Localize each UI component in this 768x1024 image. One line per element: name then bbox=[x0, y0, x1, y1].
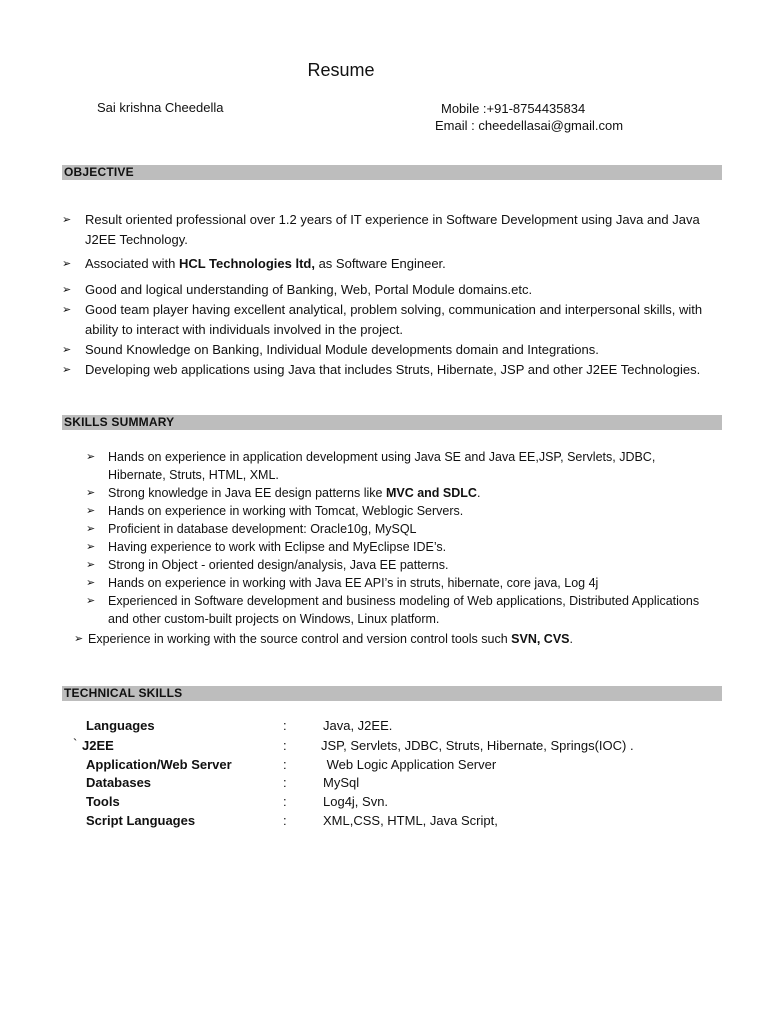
tech-label: Application/Web Server bbox=[86, 757, 232, 772]
bullet-arrow-icon: ➢ bbox=[62, 363, 72, 376]
list-item bbox=[86, 484, 716, 502]
bullet-arrow-icon: ➢ bbox=[86, 522, 96, 535]
bullet-arrow-icon: ➢ bbox=[62, 303, 72, 316]
bullet-arrow-icon: ➢ bbox=[62, 213, 72, 226]
tech-row-scripts bbox=[62, 813, 722, 832]
contact-block bbox=[435, 100, 623, 134]
skill-text: Experienced in Software development and business modeling of Web applications, Distributed Applications and other custom-built projects on Windows, Linux platform. bbox=[108, 594, 700, 626]
bullet-arrow-icon: ➢ bbox=[86, 486, 96, 499]
bullet-arrow-icon: ➢ bbox=[86, 540, 96, 553]
stray-tick-mark: ` bbox=[73, 736, 78, 751]
tech-value: Log4j, Svn. bbox=[323, 794, 389, 809]
list-item bbox=[86, 448, 716, 484]
tech-label: Tools bbox=[86, 794, 120, 809]
tech-row-databases bbox=[62, 775, 722, 794]
bullet-arrow-icon: ➢ bbox=[86, 504, 96, 517]
objective-text: Good and logical understanding of Banking, Web, Portal Module domains.etc. bbox=[85, 282, 533, 297]
list-item bbox=[62, 340, 722, 360]
skill-text: Hands on experience in application development using Java SE and Java EE,JSP, Servlets, JDBC, Hibernate, Struts, HTML, XML. bbox=[108, 450, 656, 482]
list-item bbox=[86, 574, 716, 592]
email-address: Email : cheedellasai@gmail.com bbox=[435, 118, 624, 133]
tech-row-server bbox=[62, 757, 722, 776]
skill-emphasis: MVC and SDLC bbox=[385, 486, 477, 500]
bullet-arrow-icon: ➢ bbox=[86, 576, 96, 589]
objective-text: Sound Knowledge on Banking, Individual Module developments domain and Integrations. bbox=[85, 342, 599, 357]
skills-list bbox=[74, 448, 716, 648]
tech-value: Web Logic Application Server bbox=[323, 757, 497, 772]
skill-text: Hands on experience in working with Tomcat, Weblogic Servers. bbox=[108, 504, 464, 518]
candidate-name: Sai krishna Cheedella bbox=[97, 100, 224, 115]
bullet-arrow-icon: ➢ bbox=[74, 632, 84, 645]
bullet-arrow-icon: ➢ bbox=[62, 257, 72, 270]
tech-label: Databases bbox=[86, 775, 152, 790]
page-title: Resume bbox=[307, 60, 375, 80]
tech-value: XML,CSS, HTML, Java Script, bbox=[323, 813, 498, 828]
technical-skills-heading: TECHNICAL SKILLS bbox=[62, 686, 722, 701]
bullet-arrow-icon: ➢ bbox=[86, 594, 96, 607]
tech-value: JSP, Servlets, JDBC, Struts, Hibernate, Springs(IOC) . bbox=[321, 738, 634, 753]
skill-text: Hands on experience in working with Java EE API’s in struts, hibernate, core java, Log 4j bbox=[108, 576, 599, 590]
tech-row-j2ee bbox=[62, 738, 722, 757]
skill-text: Strong knowledge in Java EE design patterns like bbox=[108, 486, 386, 500]
skill-emphasis: SVN, CVS bbox=[511, 632, 570, 646]
list-item bbox=[62, 254, 722, 274]
tech-label: J2EE bbox=[82, 738, 114, 753]
list-item bbox=[86, 502, 716, 520]
list-item bbox=[62, 300, 722, 340]
list-item bbox=[74, 630, 716, 648]
objective-text: Associated with bbox=[85, 256, 179, 271]
tech-value: MySql bbox=[323, 775, 360, 790]
objective-heading: OBJECTIVE bbox=[62, 165, 722, 180]
skill-text: Proficient in database development: Oracle10g, MySQL bbox=[108, 522, 417, 536]
objective-text: Result oriented professional over 1.2 years of IT experience in Software Development using Java and Java J2EE Technology. bbox=[85, 212, 700, 247]
tech-colon: : bbox=[283, 775, 287, 790]
tech-colon: : bbox=[283, 718, 287, 733]
tech-value: Java, J2EE. bbox=[323, 718, 393, 733]
bullet-arrow-icon: ➢ bbox=[86, 450, 96, 463]
skill-text: . bbox=[569, 632, 573, 646]
company-name: HCL Technologies ltd, bbox=[178, 256, 315, 271]
list-item bbox=[62, 280, 722, 300]
tech-colon: : bbox=[283, 738, 287, 753]
tech-colon: : bbox=[283, 813, 287, 828]
objective-text: Developing web applications using Java that includes Struts, Hibernate, JSP and other J2EE Technologies. bbox=[85, 362, 701, 377]
tech-colon: : bbox=[283, 794, 287, 809]
tech-colon: : bbox=[283, 757, 287, 772]
bullet-arrow-icon: ➢ bbox=[62, 283, 72, 296]
skills-summary-heading: SKILLS SUMMARY bbox=[62, 415, 722, 430]
skill-text: Experience in working with the source control and version control tools such bbox=[88, 632, 512, 646]
objective-list bbox=[62, 210, 722, 380]
list-item bbox=[86, 592, 716, 628]
objective-text: Good team player having excellent analytical, problem solving, communication and interpersonal skills, with ability to interact with individuals involved in the project. bbox=[85, 302, 703, 337]
list-item bbox=[62, 210, 722, 250]
mobile-number: Mobile :+91-8754435834 bbox=[441, 101, 586, 116]
skill-text: . bbox=[476, 486, 481, 500]
list-item bbox=[86, 538, 716, 556]
list-item bbox=[86, 520, 716, 538]
skill-text: Having experience to work with Eclipse and MyEclipse IDE’s. bbox=[108, 540, 447, 554]
tech-row-tools bbox=[62, 794, 722, 813]
list-item bbox=[86, 556, 716, 574]
tech-label: Script Languages bbox=[86, 813, 196, 828]
tech-label: Languages bbox=[86, 718, 155, 733]
skill-text: Strong in Object - oriented design/analysis, Java EE patterns. bbox=[108, 558, 449, 572]
tech-row-languages bbox=[62, 718, 722, 737]
objective-text: as Software Engineer. bbox=[314, 256, 446, 271]
bullet-arrow-icon: ➢ bbox=[62, 343, 72, 356]
bullet-arrow-icon: ➢ bbox=[86, 558, 96, 571]
list-item bbox=[62, 360, 722, 380]
